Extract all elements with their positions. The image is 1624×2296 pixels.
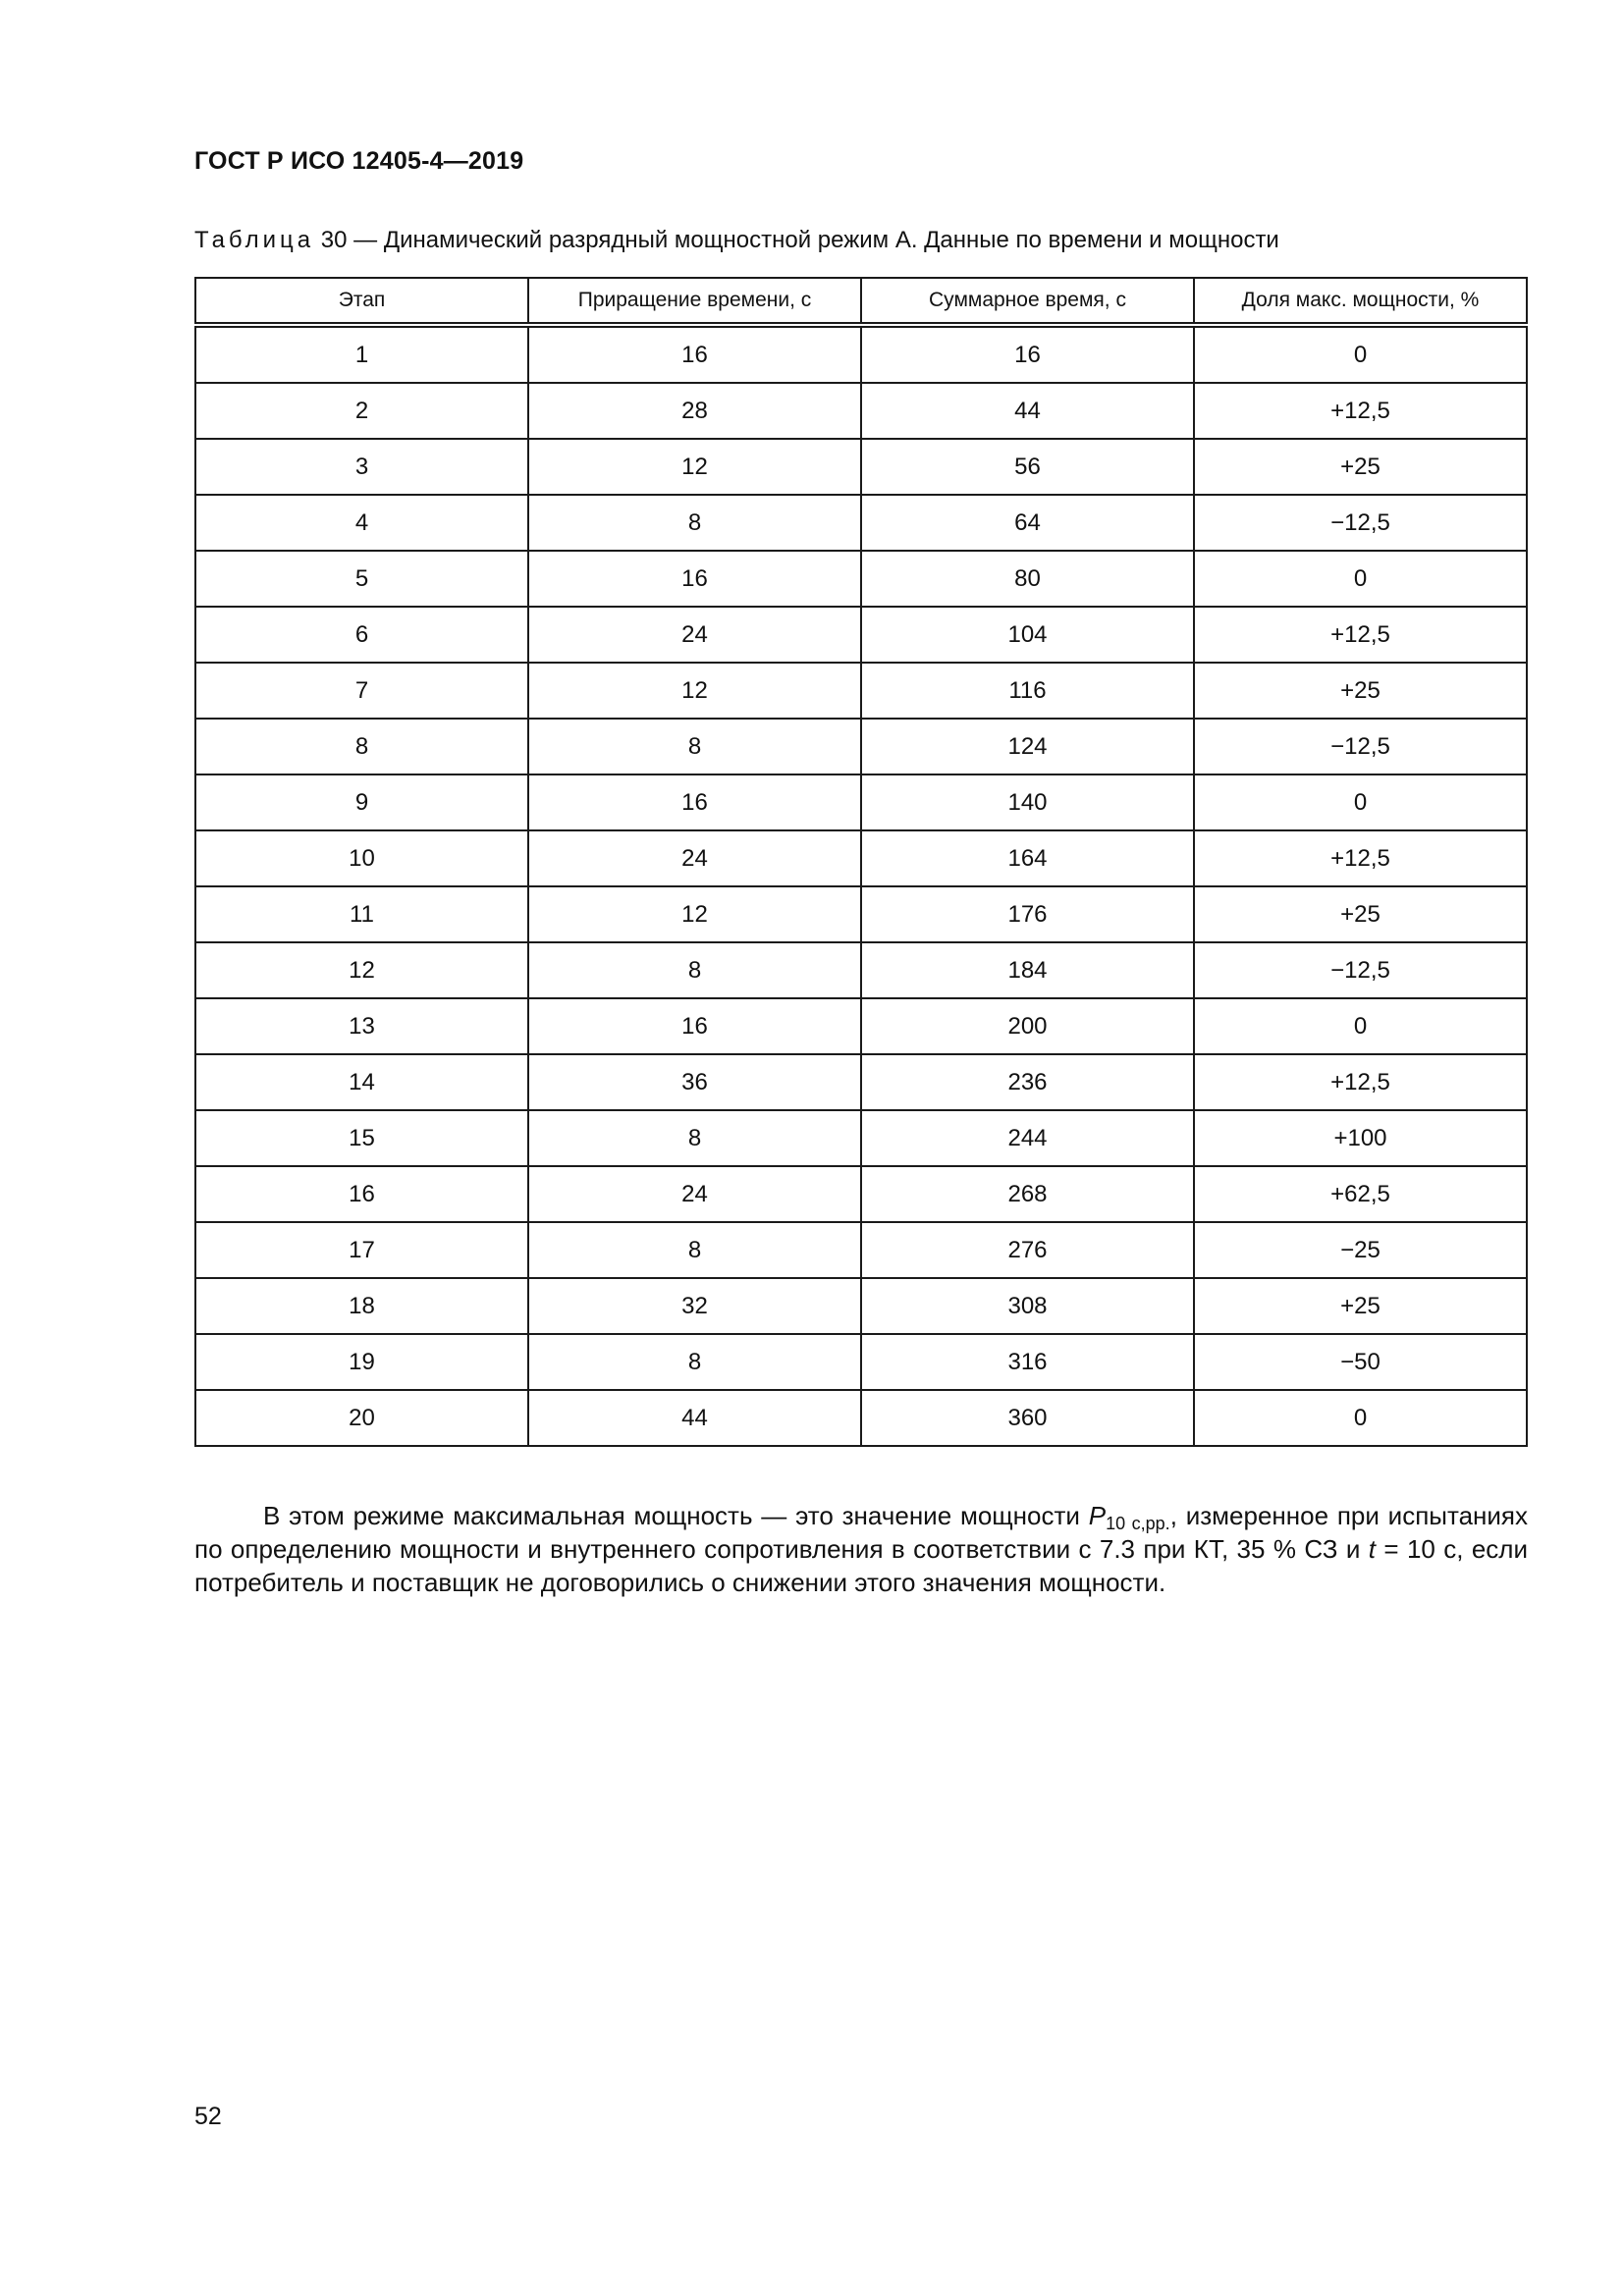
table-row [195, 830, 1527, 886]
table-cell: 8 [195, 719, 528, 774]
table-cell: +12,5 [1194, 383, 1527, 439]
table-row [195, 998, 1527, 1054]
table-cell: −12,5 [1194, 495, 1527, 551]
table-cell: 200 [861, 998, 1194, 1054]
table-cell: 16 [528, 551, 861, 607]
table-cell: 0 [1194, 774, 1527, 830]
table-row [195, 1222, 1527, 1278]
paragraph-part-2: , измеренное при испытаниях по определению мощности и внутреннего сопротивления в соответствии с 7.3 при КТ, 35 % СЗ и [194, 1501, 1529, 1564]
table-cell: 24 [528, 1166, 861, 1222]
table-cell: 124 [861, 719, 1194, 774]
table-cell: 276 [861, 1222, 1194, 1278]
table-row [195, 1278, 1527, 1334]
table-cell: +25 [1194, 663, 1527, 719]
table-cell: 16 [861, 325, 1194, 383]
paragraph-part-3: = 10 с, если потребитель и поставщик не договорились о снижении этого значения мощности. [194, 1534, 1528, 1597]
table-cell: 16 [528, 325, 861, 383]
table-cell: +25 [1194, 439, 1527, 495]
table-cell: 56 [861, 439, 1194, 495]
table-cell: 316 [861, 1334, 1194, 1390]
table-cell: 5 [195, 551, 528, 607]
table-cell: +12,5 [1194, 607, 1527, 663]
table-cell: 244 [861, 1110, 1194, 1166]
table-header-row [195, 278, 1527, 325]
table-cell: 8 [528, 495, 861, 551]
table-cell: 24 [528, 830, 861, 886]
table-cell: 36 [528, 1054, 861, 1110]
paragraph-part-1: В этом режиме максимальная мощность — это значение мощности [263, 1501, 1089, 1530]
table-cell: 184 [861, 942, 1194, 998]
table-cell: −50 [1194, 1334, 1527, 1390]
table-cell: −25 [1194, 1222, 1527, 1278]
table-cell: 44 [861, 383, 1194, 439]
table-cell: 11 [195, 886, 528, 942]
table-cell: 24 [528, 607, 861, 663]
column-header: Суммарное время, с [861, 278, 1194, 325]
table-cell: 20 [195, 1390, 528, 1446]
table-cell: 140 [861, 774, 1194, 830]
table-row [195, 774, 1527, 830]
table-cell: 12 [528, 886, 861, 942]
table-row [195, 1054, 1527, 1110]
table-cell: 16 [528, 774, 861, 830]
table-caption-label: Таблица [194, 227, 315, 253]
power-symbol: P [1088, 1501, 1107, 1530]
table-cell: 360 [861, 1390, 1194, 1446]
time-variable: t [1368, 1534, 1377, 1564]
table-cell: 3 [195, 439, 528, 495]
table-cell: 8 [528, 1110, 861, 1166]
table-cell: −12,5 [1194, 719, 1527, 774]
table-caption [194, 227, 1279, 254]
table-cell: +12,5 [1194, 830, 1527, 886]
table-cell: 44 [528, 1390, 861, 1446]
table-cell: 6 [195, 607, 528, 663]
table-row [195, 439, 1527, 495]
document-header: ГОСТ Р ИСО 12405-4—2019 [194, 147, 524, 175]
table-cell: 0 [1194, 1390, 1527, 1446]
table-cell: 14 [195, 1054, 528, 1110]
table-cell: +25 [1194, 1278, 1527, 1334]
table-cell: 64 [861, 495, 1194, 551]
table-row [195, 886, 1527, 942]
table-cell: 12 [195, 942, 528, 998]
data-table [194, 277, 1528, 1447]
column-header: Приращение времени, с [528, 278, 861, 325]
table-cell: −12,5 [1194, 942, 1527, 998]
table-cell: 1 [195, 325, 528, 383]
table-cell: 13 [195, 998, 528, 1054]
table-cell: 7 [195, 663, 528, 719]
table-cell: 4 [195, 495, 528, 551]
table-cell: 8 [528, 1334, 861, 1390]
table-cell: 116 [861, 663, 1194, 719]
table-cell: 2 [195, 383, 528, 439]
table-cell: 9 [195, 774, 528, 830]
table-cell: 18 [195, 1278, 528, 1334]
table-row [195, 1166, 1527, 1222]
table-row [195, 719, 1527, 774]
table-row [195, 325, 1527, 383]
table-cell: 104 [861, 607, 1194, 663]
table-cell: 0 [1194, 551, 1527, 607]
table-row [195, 383, 1527, 439]
table-cell: 19 [195, 1334, 528, 1390]
table-row [195, 942, 1527, 998]
table-cell: 164 [861, 830, 1194, 886]
table-row [195, 1110, 1527, 1166]
table-cell: 268 [861, 1166, 1194, 1222]
table-cell: 12 [528, 663, 861, 719]
power-subscript: 10 с,рр. [1106, 1514, 1170, 1533]
page-number: 52 [194, 2103, 222, 2130]
table-cell: +12,5 [1194, 1054, 1527, 1110]
table-cell: 16 [528, 998, 861, 1054]
table-cell: 12 [528, 439, 861, 495]
table-cell: 0 [1194, 325, 1527, 383]
table-cell: +100 [1194, 1110, 1527, 1166]
table-cell: 0 [1194, 998, 1527, 1054]
table-cell: 10 [195, 830, 528, 886]
table-cell: 176 [861, 886, 1194, 942]
table-cell: 28 [528, 383, 861, 439]
table-cell: 32 [528, 1278, 861, 1334]
table-cell: +25 [1194, 886, 1527, 942]
table-row [195, 607, 1527, 663]
table-cell: 16 [195, 1166, 528, 1222]
table-row [195, 663, 1527, 719]
table-cell: 236 [861, 1054, 1194, 1110]
table-cell: +62,5 [1194, 1166, 1527, 1222]
column-header: Этап [195, 278, 528, 325]
column-header: Доля макс. мощности, % [1194, 278, 1527, 325]
table-row [195, 551, 1527, 607]
body-paragraph [194, 1499, 1528, 1599]
table-row [195, 1390, 1527, 1446]
table-cell: 8 [528, 1222, 861, 1278]
table-cell: 17 [195, 1222, 528, 1278]
table-cell: 8 [528, 719, 861, 774]
table-row [195, 1334, 1527, 1390]
table-cell: 8 [528, 942, 861, 998]
table-cell: 308 [861, 1278, 1194, 1334]
table-caption-text: 30 — Динамический разрядный мощностной режим А. Данные по времени и мощности [320, 227, 1279, 253]
table-row [195, 495, 1527, 551]
table-body [195, 325, 1527, 1446]
table-cell: 15 [195, 1110, 528, 1166]
table-cell: 80 [861, 551, 1194, 607]
